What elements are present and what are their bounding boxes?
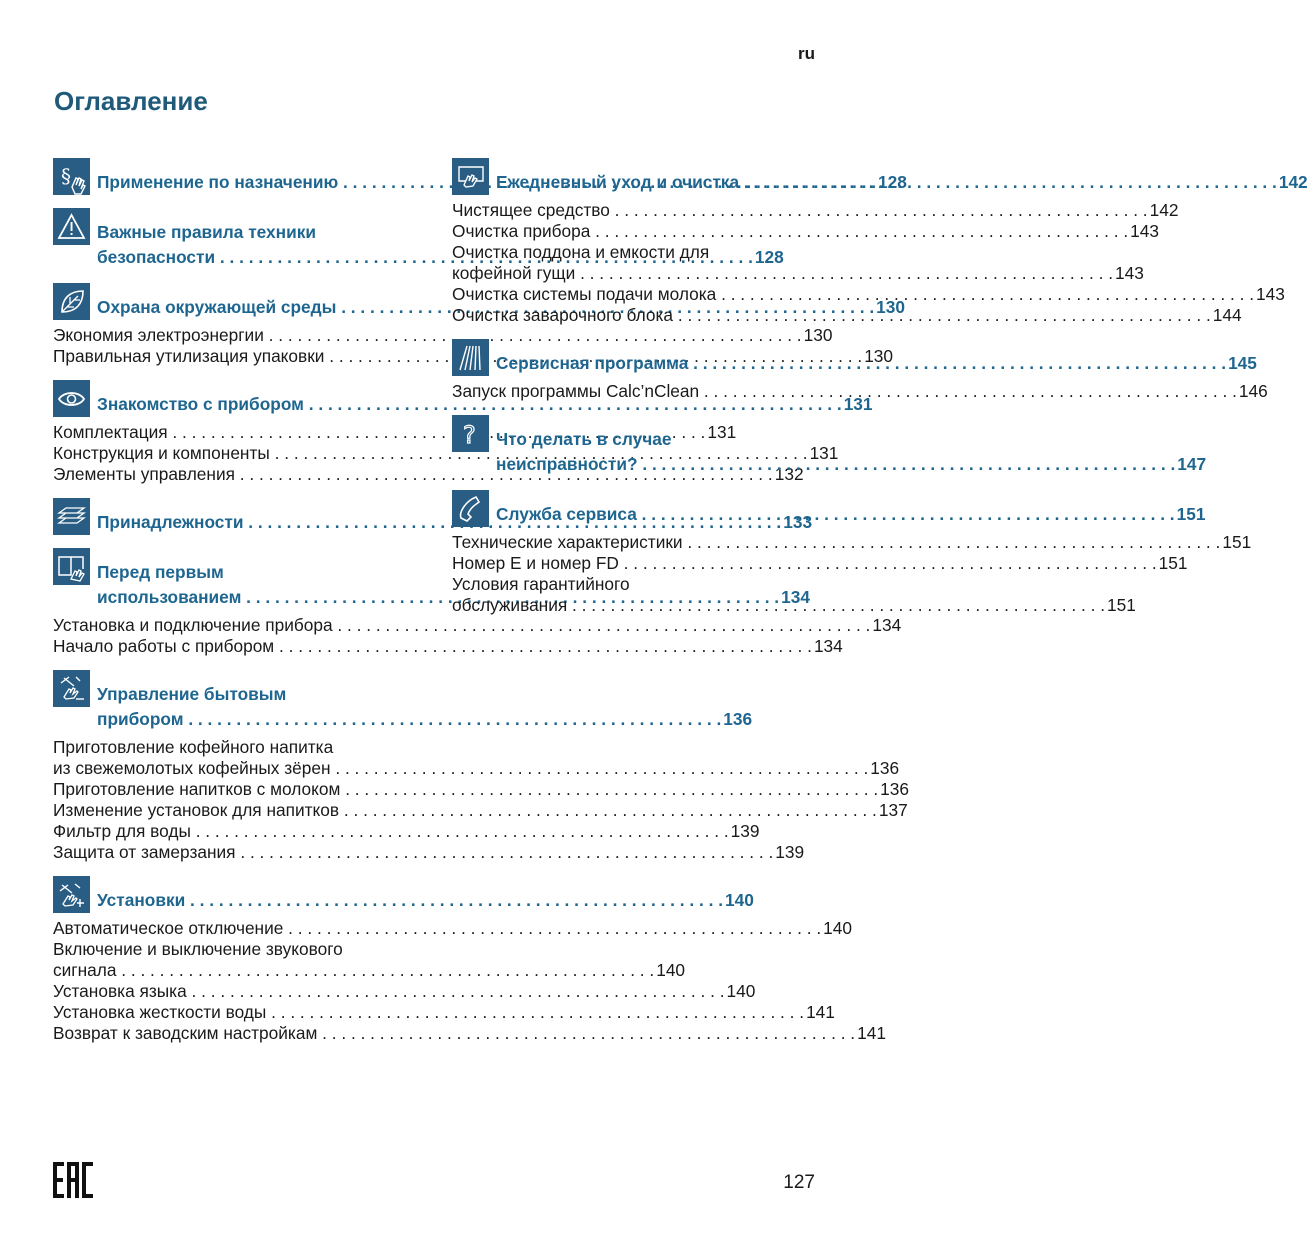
- page-ref: 136: [723, 709, 753, 729]
- toc-entry[interactable]: [53, 800, 908, 821]
- toc-entry[interactable]: [53, 939, 686, 981]
- toc-section-title: [97, 888, 754, 913]
- toc-entry[interactable]: [452, 553, 1188, 574]
- section-title-text: Установки . . .: [97, 888, 723, 913]
- page-ref: 151: [1158, 553, 1188, 573]
- entry-text: Установка языка . . .: [53, 981, 725, 1002]
- toc-section: [53, 876, 886, 1044]
- entry-text: сигнала . . .: [53, 960, 654, 981]
- page-ref: 130: [864, 346, 894, 366]
- toc-section-heading[interactable]: [452, 490, 1206, 527]
- entry-text: Возврат к заводским настройкам . . .: [53, 1023, 855, 1044]
- toc-entry-list: [53, 737, 909, 863]
- entry-text: Приготовление кофейного напитка: [53, 737, 334, 757]
- section-title-text: использованием . . .: [97, 585, 779, 610]
- entry-text: Технические характеристики . . .: [452, 532, 1220, 553]
- toc-entry[interactable]: [452, 221, 1159, 242]
- eye-icon: [53, 380, 90, 417]
- leaf-icon: [53, 283, 90, 320]
- toc-entry[interactable]: [53, 981, 756, 1002]
- toc-entry[interactable]: [53, 636, 843, 657]
- svg-text:§: §: [61, 164, 71, 188]
- section-title-text: Знакомство с прибором . . .: [97, 392, 842, 417]
- entry-text: Комплектация . . .: [53, 422, 705, 443]
- toc-entry[interactable]: [452, 200, 1179, 221]
- toc-entry[interactable]: [452, 381, 1268, 402]
- page-title: Оглавление: [54, 86, 208, 116]
- page-ref: 142: [1149, 200, 1179, 220]
- entry-text: Очистка системы подачи молока . . .: [452, 284, 1254, 305]
- page-ref: 133: [783, 512, 813, 532]
- page-ref: 137: [878, 800, 908, 820]
- page-ref: 140: [725, 890, 754, 910]
- page-ref: 144: [1212, 305, 1242, 325]
- page-ref: 132: [774, 464, 804, 484]
- entry-text: из свежемолотых кофейных зёрен . . .: [53, 758, 868, 779]
- section-title-text: Служба сервиса . . .: [496, 502, 1175, 527]
- page-ref: 139: [775, 842, 805, 862]
- entry-text: Условия гарантийного: [452, 574, 630, 594]
- settings-hand-icon: [53, 876, 90, 913]
- toc-section: [53, 670, 909, 863]
- svg-text:?: ?: [463, 421, 476, 449]
- section-title-text: Что делать в случае: [496, 429, 672, 449]
- section-title-text: безопасности . . .: [97, 245, 753, 270]
- entry-text: Изменение установок для напитков . . .: [53, 800, 877, 821]
- toc-entry-list: [452, 381, 1268, 402]
- entry-text: Защита от замерзания . . .: [53, 842, 773, 863]
- toc-entry[interactable]: [53, 779, 909, 800]
- toc-entry-list: [452, 532, 1252, 616]
- language-tag: ru: [798, 44, 815, 63]
- toc-section-title: [496, 351, 1257, 376]
- section-title-text: Ежедневный уход и очистка . . .: [496, 170, 1277, 195]
- eac-mark-icon: [53, 1160, 93, 1200]
- page-ref: 141: [806, 1002, 835, 1022]
- entry-text: Очистка поддона и емкости для: [452, 242, 710, 262]
- toc-entry[interactable]: [53, 325, 833, 346]
- toc-entry[interactable]: [452, 532, 1252, 553]
- page-number: 127: [783, 1172, 815, 1193]
- toc-entry[interactable]: [53, 1023, 886, 1044]
- toc-entry[interactable]: [53, 842, 805, 863]
- section-title-text: Важные правила техники: [97, 222, 316, 242]
- entry-text: кофейной гущи . . .: [452, 263, 1113, 284]
- toc-entry[interactable]: [53, 821, 760, 842]
- cleaning-hand-icon: [452, 158, 489, 195]
- stack-icon: [53, 498, 90, 535]
- warning-triangle-icon: [53, 208, 90, 245]
- toc-entry-list: [53, 615, 902, 657]
- book-hand-icon: [53, 548, 90, 585]
- page-ref: 151: [1107, 595, 1136, 615]
- page-ref: 130: [876, 297, 905, 317]
- entry-text: Номер E и номер FD . . .: [452, 553, 1157, 574]
- entry-text: Установка жесткости воды . . .: [53, 1002, 804, 1023]
- section-title-text: Сервисная программа . . .: [496, 351, 1226, 376]
- page-ref: 131: [843, 394, 873, 414]
- toc-section-title: [496, 502, 1205, 527]
- page-ref: 142: [1278, 172, 1308, 192]
- entry-text: Начало работы с прибором . . .: [53, 636, 812, 657]
- press-button-icon: [53, 670, 90, 707]
- page-ref: 136: [880, 779, 909, 799]
- toc-entry[interactable]: [53, 737, 900, 779]
- entry-text: Правильная утилизация упаковки . . .: [53, 346, 862, 367]
- telephone-icon: [452, 490, 489, 527]
- section-title-text: Перед первым: [97, 562, 224, 582]
- entry-text: Конструкция и компоненты . . .: [53, 443, 808, 464]
- section-title-text: неисправности? . . .: [496, 452, 1175, 477]
- page-ref: 147: [1177, 454, 1207, 474]
- page-ref: 136: [870, 758, 900, 778]
- page-ref: 140: [823, 918, 852, 938]
- toc-section-heading[interactable]: [53, 670, 753, 732]
- page-ref: 128: [754, 247, 784, 267]
- entry-text: Элементы управления . . .: [53, 464, 773, 485]
- page-ref: 131: [707, 422, 737, 442]
- toc-entry[interactable]: [452, 574, 1136, 616]
- entry-text: Экономия электроэнергии . . .: [53, 325, 802, 346]
- toc-entry[interactable]: [53, 615, 902, 636]
- page-ref: 141: [857, 1023, 886, 1043]
- page-ref: 143: [1115, 263, 1144, 283]
- question-mark-icon: [452, 415, 489, 452]
- toc-entry[interactable]: [53, 1002, 835, 1023]
- paragraph-hand-icon: [53, 158, 90, 195]
- section-title-text: прибором . . .: [97, 707, 721, 732]
- section-title-text: Применение по назначению . . .: [97, 170, 876, 195]
- entry-text: Автоматическое отключение . . .: [53, 918, 821, 939]
- page-ref: 134: [813, 636, 843, 656]
- descaling-icon: [452, 339, 489, 376]
- entry-text: Запуск программы Calc’nClean . . .: [452, 381, 1237, 402]
- page-ref: 151: [1176, 504, 1206, 524]
- entry-text: Включение и выключение звукового: [53, 939, 343, 959]
- toc-section-title: [496, 427, 1206, 477]
- page-ref: 145: [1228, 353, 1257, 373]
- entry-text: Фильтр для воды . . .: [53, 821, 729, 842]
- page-ref: 146: [1238, 381, 1268, 401]
- page-ref: 128: [878, 172, 907, 192]
- section-title-text: Управление бытовым: [97, 684, 287, 704]
- toc-section-title: [97, 682, 752, 732]
- page-ref: 134: [872, 615, 902, 635]
- toc-section: [452, 490, 1252, 616]
- section-title-text: Охрана окружающей среды . . .: [97, 295, 874, 320]
- entry-text: Очистка заварочного блока . . .: [452, 305, 1211, 326]
- page-ref: 139: [730, 821, 760, 841]
- entry-text: Очистка прибора . . .: [452, 221, 1128, 242]
- toc-entry[interactable]: [452, 242, 1144, 284]
- toc-entry[interactable]: [53, 918, 852, 939]
- page-ref: 134: [781, 587, 810, 607]
- section-title-text: Принадлежности . . .: [97, 510, 781, 535]
- toc-entry[interactable]: [452, 284, 1285, 305]
- page-ref: 143: [1256, 284, 1285, 304]
- toc-section-title: [496, 170, 1308, 195]
- entry-text: Приготовление напитков с молоком . . .: [53, 779, 878, 800]
- entry-text: обслуживания . . .: [452, 595, 1105, 616]
- entry-text: Установка и подключение прибора . . .: [53, 615, 870, 636]
- toc-entry-list: [53, 918, 886, 1044]
- page-ref: 151: [1222, 532, 1252, 552]
- toc-section-heading[interactable]: [53, 876, 754, 913]
- page-ref: 131: [809, 443, 839, 463]
- page-ref: 140: [726, 981, 756, 1001]
- page-ref: 143: [1130, 221, 1159, 241]
- page-ref: 130: [803, 325, 833, 345]
- entry-text: Чистящее средство . . .: [452, 200, 1148, 221]
- page-ref: 140: [656, 960, 686, 980]
